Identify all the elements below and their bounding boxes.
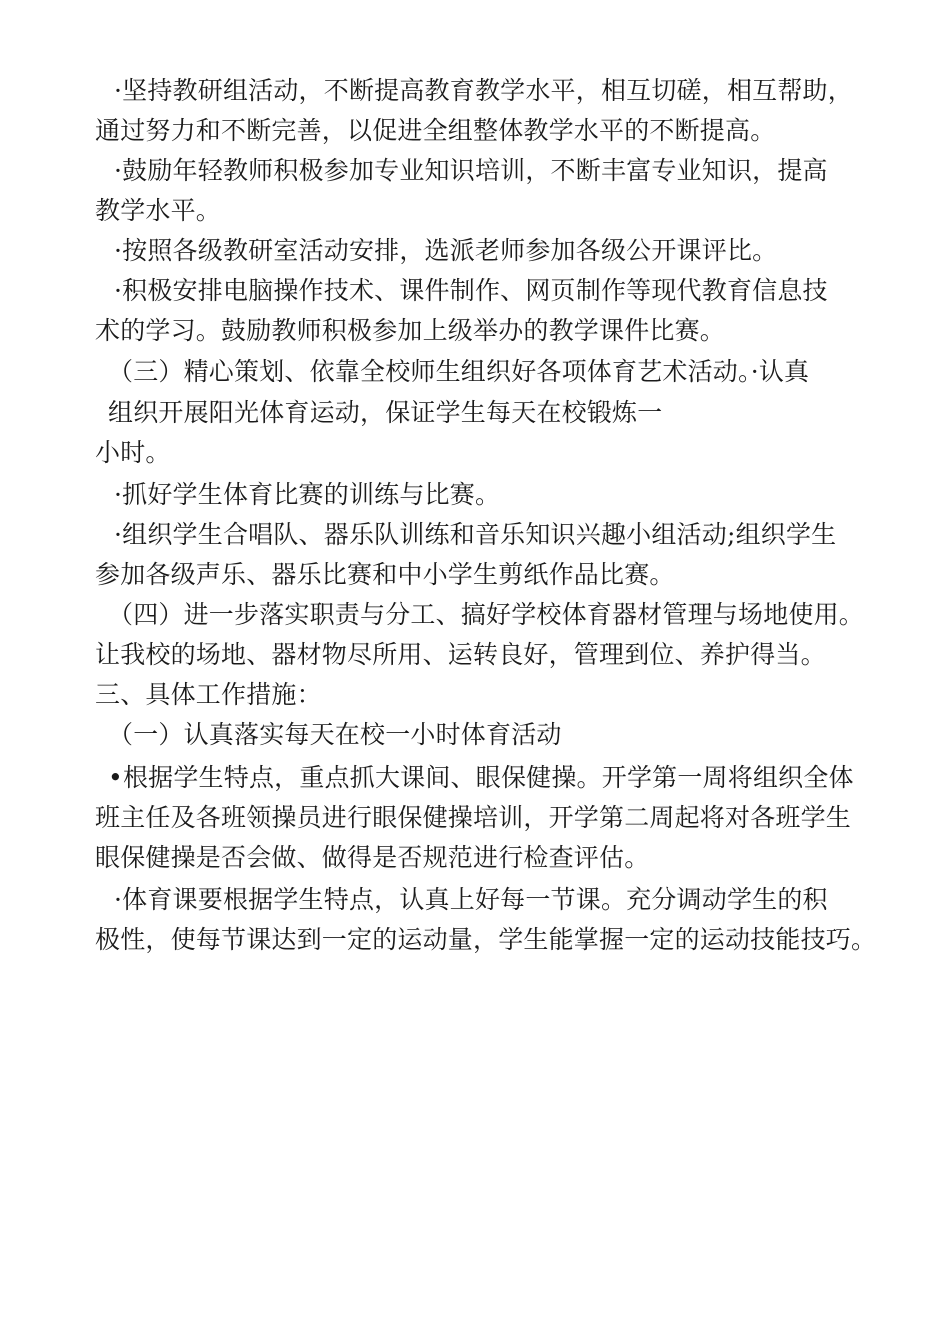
text-line-15: 让我校的场地、器材物尽所用、运转良好，管理到位、养护得当。 (95, 640, 826, 669)
text-line-2: 通过努力和不断完善，以促进全组整体教学水平的不断提高。 (95, 116, 776, 145)
text-line-5: ·按照各级教研室活动安排，选派老师参加各级公开课评比。 (114, 236, 778, 265)
text-line-8: （三）精心策划、依靠全校师生组织好各项体育艺术活动。·认真 (108, 357, 810, 386)
text-line-7: 术的学习。鼓励教师积极参加上级举办的教学课件比赛。 (95, 316, 726, 345)
text-line-20: 眼保健操是否会做、做得是否规范进行检查评估。 (95, 843, 650, 872)
text-line-17: （一）认真落实每天在校一小时体育活动 (108, 720, 562, 749)
text-line-21: ·体育课要根据学生特点，认真上好每一节课。充分调动学生的积 (114, 885, 828, 914)
text-line-10: 小时。 (95, 438, 171, 467)
text-line-3: ·鼓励年轻教师积极参加专业知识培训，不断丰富专业知识，提高 (114, 156, 828, 185)
text-line-13: 参加各级声乐、器乐比赛和中小学生剪纸作品比赛。 (95, 560, 675, 589)
text-line-4: 教学水平。 (95, 196, 222, 225)
text-line-19: 班主任及各班领操员进行眼保健操培训，开学第二周起将对各班学生 (95, 803, 852, 832)
text-line-11: ·抓好学生体育比赛的训练与比赛。 (114, 480, 501, 509)
text-line-22: 极性，使每节课达到一定的运动量，学生能掌握一定的运动技能技巧。 (95, 925, 877, 954)
text-line-6: ·积极安排电脑操作技术、课件制作、网页制作等现代教育信息技 (114, 276, 828, 305)
text-line-14: （四）进一步落实职责与分工、搞好学校体育器材管理与场地使用。 (108, 600, 865, 629)
text-line-18: •根据学生特点，重点抓大课间、眼保健操。开学第一周将组织全体 (108, 763, 854, 792)
text-line-1: ·坚持教研组活动，不断提高教育教学水平，相互切磋，相互帮助， (114, 76, 853, 105)
text-line-9: 组织开展阳光体育运动，保证学生每天在校锻炼一 (108, 398, 663, 427)
text-line-12: ·组织学生合唱队、器乐队训练和音乐知识兴趣小组活动;组织学生 (114, 520, 837, 549)
text-line-16: 三、具体工作措施： (95, 680, 322, 709)
